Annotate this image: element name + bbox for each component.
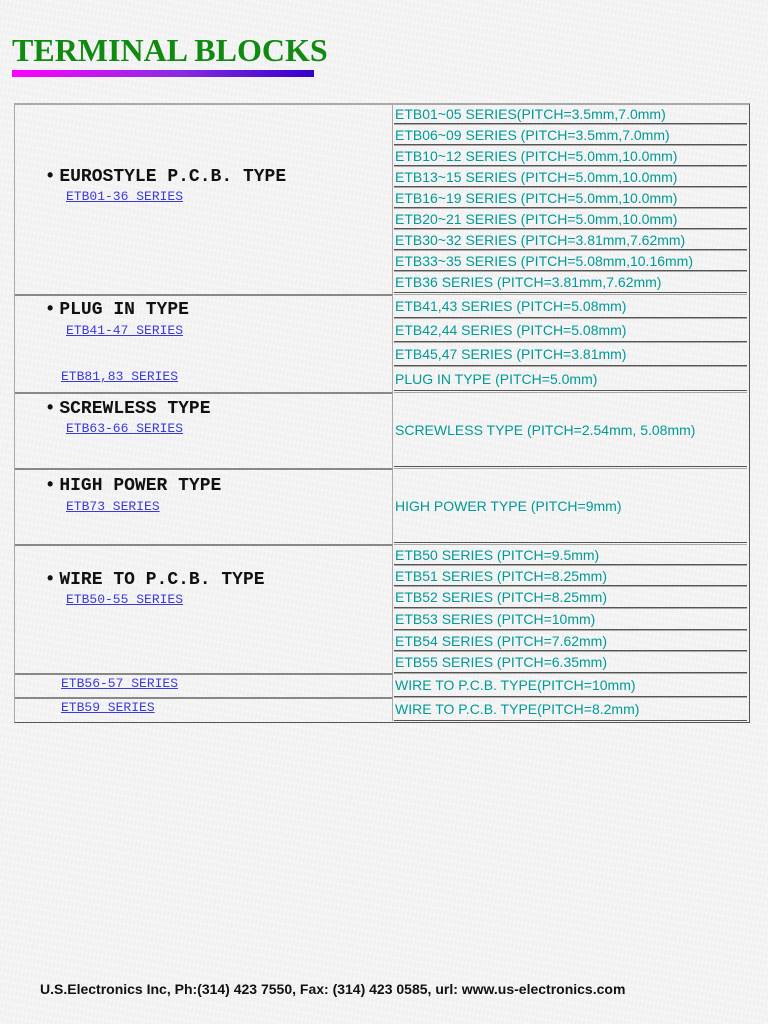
table-row: ETB10~12 SERIES (PITCH=5.0mm,10.0mm) (394, 145, 747, 166)
table-row: ETB13~15 SERIES (PITCH=5.0mm,10.0mm) (394, 166, 747, 187)
section-cell-screwless (15, 392, 393, 468)
bullet-icon: • (47, 298, 54, 318)
table-row: WIRE TO P.C.B. TYPE(PITCH=10mm) (394, 673, 747, 697)
section-heading-screwless: • SCREWLESS TYPE (47, 397, 211, 419)
bullet-icon: • (47, 474, 54, 494)
section-cell-eurostyle (15, 105, 393, 294)
table-row: ETB20~21 SERIES (PITCH=5.0mm,10.0mm) (394, 208, 747, 229)
table-row: ETB42,44 SERIES (PITCH=5.08mm) (394, 318, 747, 342)
section-heading-wire-to-pcb: • WIRE TO P.C.B. TYPE (47, 568, 265, 590)
link-etb41-47[interactable]: ETB41-47 SERIES (66, 323, 184, 338)
link-etb59[interactable]: ETB59 SERIES (61, 700, 155, 715)
link-etb01-36[interactable]: ETB01-36 SERIES (66, 189, 184, 204)
section-cell-etb59 (15, 697, 393, 721)
table-row: ETB45,47 SERIES (PITCH=3.81mm) (394, 342, 747, 366)
bullet-icon: • (47, 165, 54, 185)
table-row: ETB52 SERIES (PITCH=8.25mm) (394, 586, 747, 608)
table-row: ETB55 SERIES (PITCH=6.35mm) (394, 651, 747, 673)
link-etb73[interactable]: ETB73 SERIES (66, 499, 160, 514)
table-row: ETB50 SERIES (PITCH=9.5mm) (394, 544, 747, 565)
table-row: ETB53 SERIES (PITCH=10mm) (394, 608, 747, 630)
table-row: ETB51 SERIES (PITCH=8.25mm) (394, 565, 747, 586)
bullet-icon: • (47, 568, 54, 588)
section-cell-high-power (15, 468, 393, 544)
link-etb63-66[interactable]: ETB63-66 SERIES (66, 421, 184, 436)
table-row: ETB33~35 SERIES (PITCH=5.08mm,10.16mm) (394, 250, 747, 271)
link-etb56-57[interactable]: ETB56-57 SERIES (61, 676, 179, 691)
table-row: HIGH POWER TYPE (PITCH=9mm) (394, 468, 747, 543)
section-cell-plug-in (15, 294, 393, 392)
section-heading-plug-in: • PLUG IN TYPE (47, 298, 189, 320)
table-row: ETB36 SERIES (PITCH=3.81mm,7.62mm) (394, 271, 747, 293)
table-row: WIRE TO P.C.B. TYPE(PITCH=8.2mm) (394, 697, 747, 721)
terminal-blocks-table (14, 103, 750, 723)
table-row: ETB41,43 SERIES (PITCH=5.08mm) (394, 294, 747, 318)
link-etb50-55[interactable]: ETB50-55 SERIES (66, 592, 184, 607)
link-etb81-83[interactable]: ETB81,83 SERIES (61, 369, 179, 384)
section-cell-etb56-57 (15, 673, 393, 697)
table-row: ETB30~32 SERIES (PITCH=3.81mm,7.62mm) (394, 229, 747, 250)
table-row: ETB01~05 SERIES(PITCH=3.5mm,7.0mm) (394, 103, 747, 124)
section-heading-eurostyle: • EUROSTYLE P.C.B. TYPE (47, 165, 287, 187)
section-cell-wire-to-pcb (15, 544, 393, 675)
page-title: TERMINAL BLOCKS (12, 32, 328, 68)
table-row: ETB54 SERIES (PITCH=7.62mm) (394, 630, 747, 651)
table-row: ETB06~09 SERIES (PITCH=3.5mm,7.0mm) (394, 124, 747, 145)
bullet-icon: • (47, 397, 54, 417)
table-row: SCREWLESS TYPE (PITCH=2.54mm, 5.08mm) (394, 392, 747, 467)
section-heading-high-power: • HIGH POWER TYPE (47, 474, 222, 496)
title-underline-gradient (12, 70, 314, 77)
table-row: ETB16~19 SERIES (PITCH=5.0mm,10.0mm) (394, 187, 747, 208)
table-row: PLUG IN TYPE (PITCH=5.0mm) (394, 366, 747, 391)
footer-contact: U.S.Electronics Inc, Ph:(314) 423 7550, Fax: (314) 423 0585, url: www.us-electronics.com (40, 981, 626, 997)
